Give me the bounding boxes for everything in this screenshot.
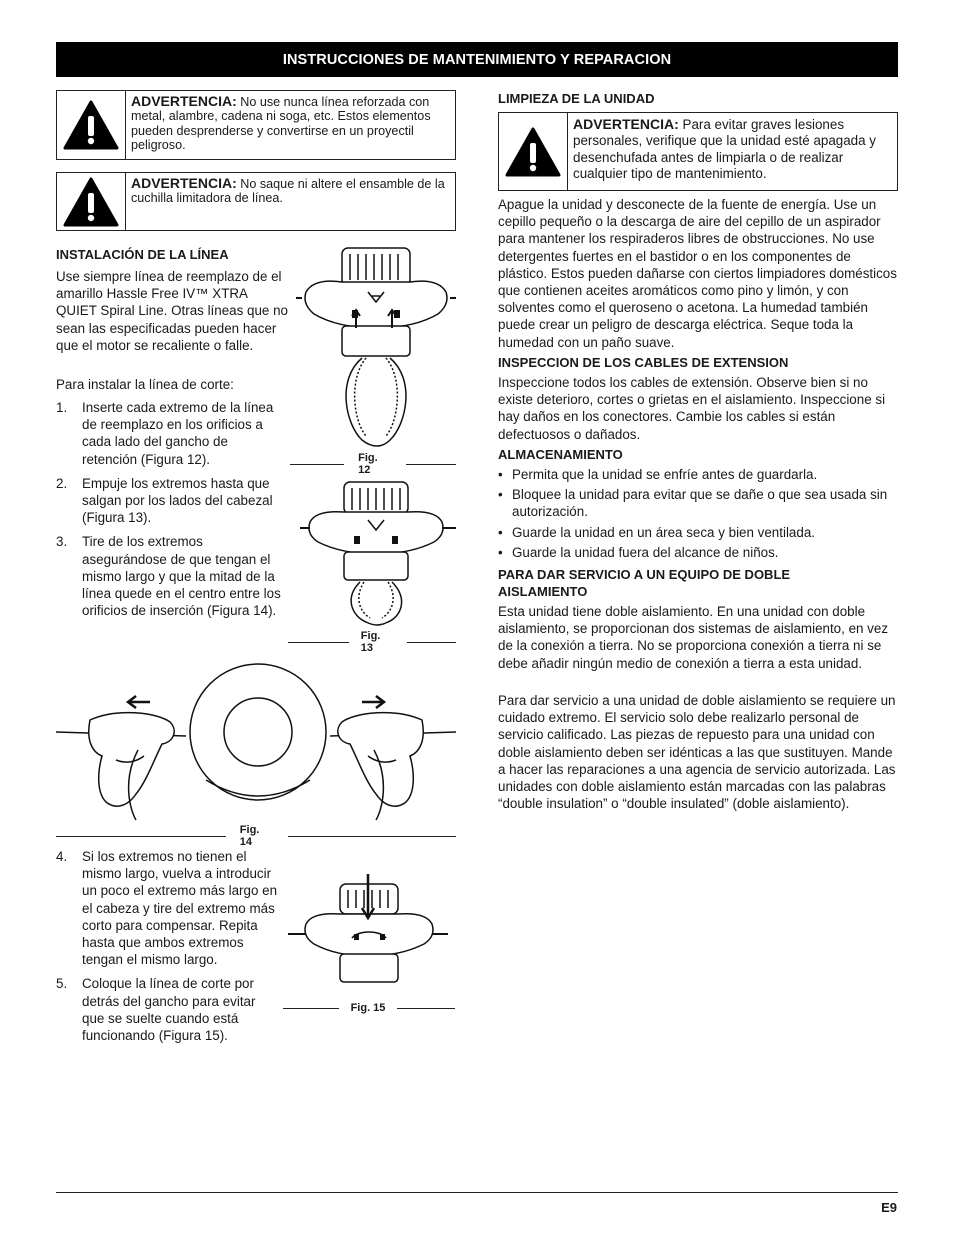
install-steps-a bbox=[56, 399, 284, 626]
step-item: 1. Inserte cada extremo de la línea de reemplazo en los orificios a cada lado del gancho de retención (Figura 12). bbox=[56, 400, 274, 467]
step-item: 5. Coloque la línea de corte por detrás del gancho para evitar que se suelte cuando está funcionando (Figura 15). bbox=[56, 976, 256, 1044]
list-item: • Guarde la unidad en un área seca y bien ventilada. bbox=[498, 524, 815, 540]
caption-rule bbox=[406, 464, 456, 465]
warning-label: ADVERTENCIA: bbox=[131, 175, 237, 191]
install-steps-b bbox=[56, 848, 278, 1051]
warning-label: ADVERTENCIA: bbox=[573, 116, 679, 132]
line-install-intro: Use siempre línea de reemplazo de el amarillo Hassle Free IV™ XTRA QUIET Spiral Line. Otras líneas que no sean las especificadas pueden hacer que el motor se recaliente o falle. bbox=[56, 269, 288, 353]
trimmer-head-figure-13 bbox=[300, 478, 456, 626]
cables-text: Inspeccione todos los cables de extensión. Observe bien si no existe deterioro, cortes o grietas en el aislamiento. Inspeccione si hay daños en los conectores. Cambie los cables si están defectuosos o dañados. bbox=[498, 375, 886, 442]
trimmer-head-figure-15 bbox=[288, 872, 448, 994]
warning-text: No saque ni altere el ensamble de la cuchilla limitadora de línea. bbox=[131, 177, 445, 206]
warning-icon bbox=[57, 91, 126, 159]
warning-icon bbox=[57, 173, 126, 230]
cleaning-heading: LIMPIEZA DE LA UNIDAD bbox=[498, 91, 655, 106]
warning-box bbox=[56, 90, 456, 160]
figure-caption: Fig. 12 bbox=[358, 452, 378, 476]
warning-text: Para evitar graves lesiones personales, verifique que la unidad esté apagada y desenchufada antes de limpiarla o de realizar cualquier tipo de mantenimiento. bbox=[573, 117, 876, 181]
warning-label: ADVERTENCIA: bbox=[131, 93, 237, 109]
line-pulling-figure-14 bbox=[56, 660, 456, 822]
storage-list bbox=[498, 466, 898, 564]
warning-text: No use nunca línea reforzada con metal, alambre, cadena ni soga, etc. Estos elementos pueden desprenderse y convertirse en un proyectil peligroso. bbox=[131, 95, 431, 152]
caption-rule bbox=[288, 836, 456, 837]
service-heading: PARA DAR SERVICIO A UN EQUIPO DE DOBLE AISLAMIENTO bbox=[498, 567, 791, 599]
list-item: • Bloquee la unidad para evitar que se dañe o que sea usada sin autorización. bbox=[498, 487, 888, 520]
service-paragraph-2: Para dar servicio a una unidad de doble aislamiento se requiere un cuidado extremo. El servicio solo debe realizarlo personal de servicio calificado. Las piezas de repuesto para una unidad con doble aislamiento deben ser idénticas a las que sustituyen. Mande a hacer las reparaciones a una agencia de servicio autorizada. Las unidades con doble aislamiento están marcadas con las palabras “double insulation” o “double insulated” (doble aislamiento). bbox=[498, 693, 896, 812]
warning-box bbox=[56, 172, 456, 231]
list-item: • Guarde la unidad fuera del alcance de niños. bbox=[498, 544, 779, 560]
caption-rule bbox=[290, 464, 344, 465]
warning-icon bbox=[499, 113, 568, 190]
figure-caption: Fig. 14 bbox=[239, 824, 260, 848]
cleaning-text: Apague la unidad y desconecte de la fuente de energía. Use un cepillo pequeño o la descarga de aire del cepillo de un aspirador para mantener los respiraderos libres de obstrucciones. No use detergentes fuertes en el bastidor o en los componentes de plástico. Estos pueden dañarse con ciertos limpiadores domésticos que contienen aceites aromáticos como pino y limón, y con solventes como el queroseno o acetona. La humedad también puede crear un peligro de descarga eléctrica. Seque toda la humedad con un paño suave. bbox=[498, 197, 897, 350]
step-item: 3. Tire de los extremos asegurándose de que tengan el mismo largo y que la mitad de la línea quede en el centro entre los orificios de inserción (Figura 14). bbox=[56, 534, 281, 619]
caption-rule bbox=[283, 1008, 339, 1009]
figure-caption: Fig. 13 bbox=[360, 630, 381, 654]
figure-caption: Fig. 15 bbox=[350, 1002, 386, 1014]
cables-heading: INSPECCION DE LOS CABLES DE EXTENSION bbox=[498, 355, 789, 370]
line-install-heading: INSTALACIÓN DE LA LÍNEA bbox=[56, 247, 229, 262]
step-item: 4. Si los extremos no tienen el mismo largo, vuelva a introducir un poco el extremo más largo en el cabeza y tire del extremo más corto para compensar. Repita hasta que ambos extremos tengan el mismo largo. bbox=[56, 849, 278, 968]
service-paragraph-1: Esta unidad tiene doble aislamiento. En una unidad con doble aislamiento, se proporcionan dos sistemas de aislamiento, en vez de la conexión a tierra. No se proporciona conexión a tierra ni se debe añadir ningún medio de conexión a tierra a esta unidad. bbox=[498, 604, 889, 671]
storage-heading: ALMACENAMIENTO bbox=[498, 447, 623, 462]
page-number: E9 bbox=[881, 1200, 897, 1215]
line-install-lead: Para instalar la línea de corte: bbox=[56, 377, 234, 392]
step-item: 2. Empuje los extremos hasta que salgan por los lados del cabezal (Figura 13). bbox=[56, 475, 273, 526]
warning-box bbox=[498, 112, 898, 191]
caption-rule bbox=[288, 642, 349, 643]
list-item: • Permita que la unidad se enfríe antes de guardarla. bbox=[498, 467, 818, 482]
caption-rule bbox=[407, 642, 456, 643]
caption-rule bbox=[397, 1008, 455, 1009]
caption-rule bbox=[56, 836, 226, 837]
trimmer-head-figure-12 bbox=[296, 240, 456, 450]
footer-rule bbox=[56, 1192, 898, 1193]
section-header: INSTRUCCIONES DE MANTENIMIENTO Y REPARACION bbox=[56, 42, 898, 77]
